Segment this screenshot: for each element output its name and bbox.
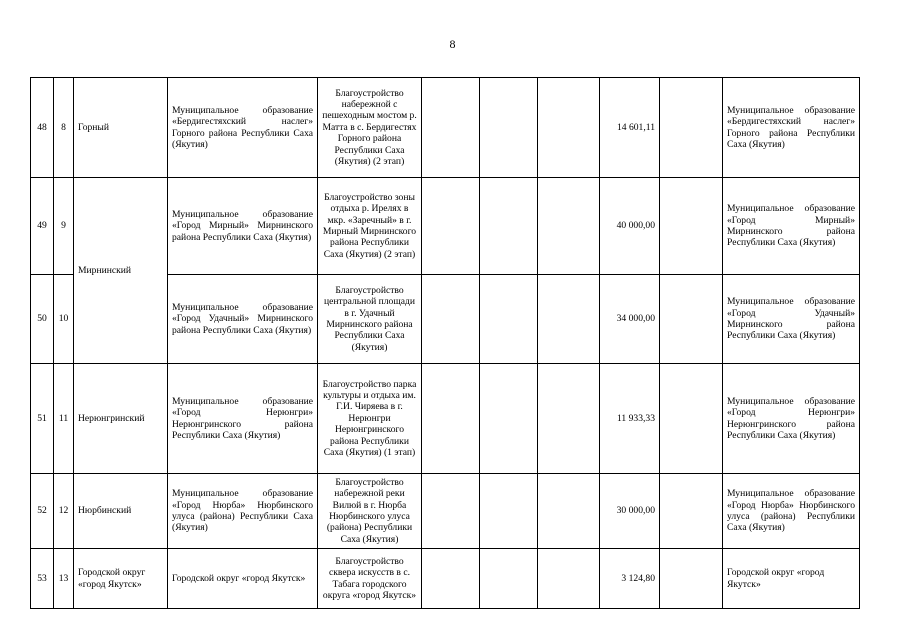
row-number: 51 <box>31 364 54 474</box>
empty-cell <box>660 78 723 178</box>
empty-cell <box>660 275 723 364</box>
object-cell: Благоустройство парка культуры и отдыха им. Г.И. Чиряева в г. Нерюнгри Нерюнгринского района Республики Саха (Якутия) (1 этап) <box>318 364 422 474</box>
empty-cell <box>480 474 538 549</box>
municipality-cell: Муниципальное образование «Город Нюрба» Нюрбинского улуса (района) Республики Саха (Якутия) <box>168 474 318 549</box>
table-row <box>31 78 860 178</box>
row-sub-number: 8 <box>54 78 74 178</box>
empty-cell <box>422 364 480 474</box>
object-cell: Благоустройство центральной площади в г. Удачный Мирнинского района Республики Саха (Якутия) <box>318 275 422 364</box>
municipality-cell: Муниципальное образование «Город Удачный» Мирнинского района Республики Саха (Якутия) <box>168 275 318 364</box>
empty-cell <box>660 474 723 549</box>
empty-cell <box>480 275 538 364</box>
empty-cell <box>480 78 538 178</box>
page-number: 8 <box>449 37 456 51</box>
district-cell: Мирнинский <box>74 178 168 364</box>
row-sub-number: 11 <box>54 364 74 474</box>
amount-cell: 30 000,00 <box>600 474 660 549</box>
amount-cell: 14 601,11 <box>600 78 660 178</box>
empty-cell <box>480 549 538 609</box>
empty-cell <box>538 474 600 549</box>
municipality-cell: Муниципальное образование «Город Мирный» Мирнинского района Республики Саха (Якутия) <box>168 178 318 275</box>
district-cell: Горный <box>74 78 168 178</box>
row-number: 52 <box>31 474 54 549</box>
row-number: 48 <box>31 78 54 178</box>
district-cell: Городской округ «город Якутск» <box>74 549 168 609</box>
empty-cell <box>538 364 600 474</box>
recipient-cell: Муниципальное образование «Бердигестяхский наслег» Горного района Республики Саха (Якутия) <box>723 78 860 178</box>
object-cell: Благоустройство набережной с пешеходным мостом р. Матта в с. Бердигестях Горного района Республики Саха (Якутия) (2 этап) <box>318 78 422 178</box>
empty-cell <box>422 549 480 609</box>
recipient-cell: Муниципальное образование «Город Нюрба» Нюрбинского улуса (района) Республики Саха (Якутия) <box>723 474 860 549</box>
empty-cell <box>422 178 480 275</box>
empty-cell <box>660 364 723 474</box>
subsidy-table <box>30 77 860 609</box>
row-sub-number: 12 <box>54 474 74 549</box>
object-cell: Благоустройство зоны отдыха р. Ирелях в мкр. «Заречный» в г. Мирный Мирнинского района Республики Саха (Якутия) (2 этап) <box>318 178 422 275</box>
row-sub-number: 10 <box>54 275 74 364</box>
empty-cell <box>538 178 600 275</box>
row-number: 49 <box>31 178 54 275</box>
empty-cell <box>660 549 723 609</box>
table-row <box>31 178 860 275</box>
object-cell: Благоустройство набережной реки Вилюй в г. Нюрба Нюрбинского улуса (района) Республики Саха (Якутия) <box>318 474 422 549</box>
table-row <box>31 549 860 609</box>
amount-cell: 3 124,80 <box>600 549 660 609</box>
recipient-cell: Муниципальное образование «Город Нерюнгри» Нерюнгринского района Республики Саха (Якутия) <box>723 364 860 474</box>
municipality-cell: Городской округ «город Якутск» <box>168 549 318 609</box>
empty-cell <box>422 78 480 178</box>
empty-cell <box>422 275 480 364</box>
recipient-cell: Муниципальное образование «Город Мирный» Мирнинского района Республики Саха (Якутия) <box>723 178 860 275</box>
empty-cell <box>480 364 538 474</box>
empty-cell <box>660 178 723 275</box>
municipality-cell: Муниципальное образование «Город Нерюнгри» Нерюнгринского района Республики Саха (Якутия) <box>168 364 318 474</box>
district-cell: Нюрбинский <box>74 474 168 549</box>
municipality-cell: Муниципальное образование «Бердигестяхский наслег» Горного района Республики Саха (Якутия) <box>168 78 318 178</box>
empty-cell <box>538 549 600 609</box>
amount-cell: 40 000,00 <box>600 178 660 275</box>
row-number: 53 <box>31 549 54 609</box>
row-sub-number: 13 <box>54 549 74 609</box>
row-number: 50 <box>31 275 54 364</box>
empty-cell <box>480 178 538 275</box>
object-cell: Благоустройство сквера искусств в с. Табага городского округа «город Якутск» <box>318 549 422 609</box>
row-sub-number: 9 <box>54 178 74 275</box>
amount-cell: 11 933,33 <box>600 364 660 474</box>
empty-cell <box>538 275 600 364</box>
amount-cell: 34 000,00 <box>600 275 660 364</box>
empty-cell <box>538 78 600 178</box>
district-cell: Нерюнгринский <box>74 364 168 474</box>
table-row <box>31 474 860 549</box>
empty-cell <box>422 474 480 549</box>
recipient-cell: Городской округ «город Якутск» <box>723 549 860 609</box>
recipient-cell: Муниципальное образование «Город Удачный» Мирнинского района Республики Саха (Якутия) <box>723 275 860 364</box>
table-row <box>31 364 860 474</box>
